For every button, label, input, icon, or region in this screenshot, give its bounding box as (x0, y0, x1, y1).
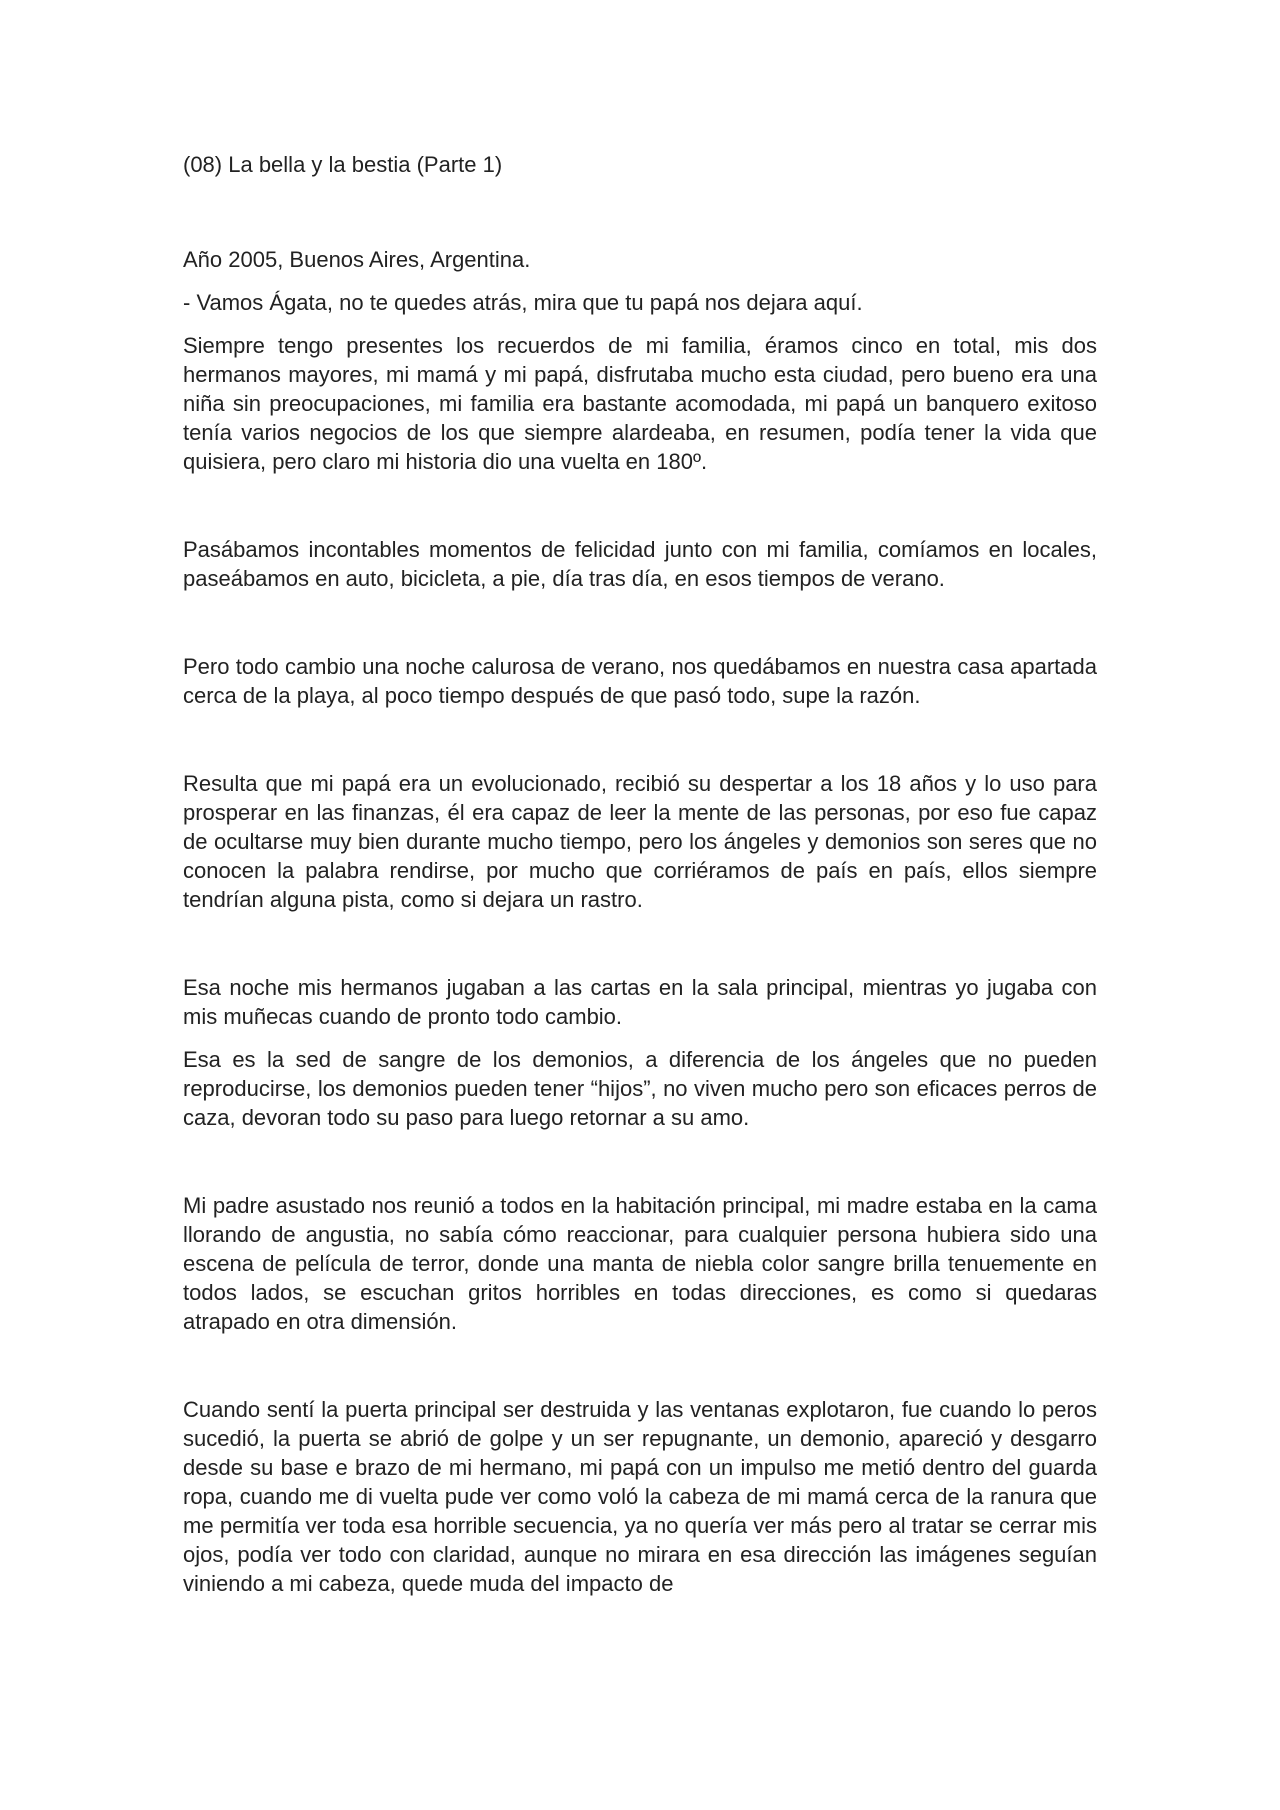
paragraph-dialogue: - Vamos Ágata, no te quedes atrás, mira que tu papá nos dejara aquí. (183, 290, 863, 315)
paragraph-father-evolved: Resulta que mi papá era un evolucionado, recibió su despertar a los 18 años y lo uso para prosperar en las finanzas, él era capaz de leer la mente de las personas, por eso fue capaz de ocultarse muy bien durante mucho tiempo, pero los ángeles y demonios son seres que no conocen la palabra rendirse, por mucho que corriéramos de país en país, ellos siempre tendrían alguna pista, como si dejara un rastro. (183, 771, 1097, 912)
document-body (183, 150, 1097, 1598)
paragraph-happy-moments: Pasábamos incontables momentos de felicidad junto con mi familia, comíamos en locales, paseábamos en auto, bicicleta, a pie, día tras día, en esos tiempos de verano. (183, 537, 1097, 591)
paragraph-demons: Esa es la sed de sangre de los demonios, a diferencia de los ángeles que no pueden reproducirse, los demonios pueden tener “hijos”, no viven mucho pero son eficaces perros de caza, devoran todo su paso para luego retornar a su amo. (183, 1047, 1097, 1130)
paragraph-place-date: Año 2005, Buenos Aires, Argentina. (183, 247, 531, 272)
document-title: (08) La bella y la bestia (Parte 1) (183, 152, 503, 177)
paragraph-summer-night: Pero todo cambio una noche calurosa de verano, nos quedábamos en nuestra casa apartada cerca de la playa, al poco tiempo después de que pasó todo, supe la razón. (183, 654, 1097, 708)
paragraph-door-destroyed: Cuando sentí la puerta principal ser destruida y las ventanas explotaron, fue cuando lo peros sucedió, la puerta se abrió de golpe y un ser repugnante, un demonio, apareció y desgarro desde su base e brazo de mi hermano, mi papá con un impulso me metió dentro del guarda ropa, cuando me di vuelta pude ver como voló la cabeza de mi mamá cerca de la ranura que me permitía ver toda esa horrible secuencia, ya no quería ver más pero al tratar se cerrar mis ojos, podía ver todo con claridad, aunque no mirara en esa dirección las imágenes seguían viniendo a mi cabeza, quede muda del impacto de (183, 1397, 1097, 1596)
paragraph-brothers-cards: Esa noche mis hermanos jugaban a las cartas en la sala principal, mientras yo jugaba con mis muñecas cuando de pronto todo cambio. (183, 975, 1097, 1029)
paragraph-father-gathered: Mi padre asustado nos reunió a todos en la habitación principal, mi madre estaba en la cama llorando de angustia, no sabía cómo reaccionar, para cualquier persona hubiera sido una escena de película de terror, donde una manta de niebla color sangre brilla tenuemente en todos lados, se escuchan gritos horribles en todas direcciones, es como si quedaras atrapado en otra dimensión. (183, 1193, 1097, 1334)
paragraph-family-memories: Siempre tengo presentes los recuerdos de mi familia, éramos cinco en total, mis dos hermanos mayores, mi mamá y mi papá, disfrutaba mucho esta ciudad, pero bueno era una niña sin preocupaciones, mi familia era bastante acomodada, mi papá un banquero exitoso tenía varios negocios de los que siempre alardeaba, en resumen, podía tener la vida que quisiera, pero claro mi historia dio una vuelta en 180º. (183, 333, 1097, 474)
